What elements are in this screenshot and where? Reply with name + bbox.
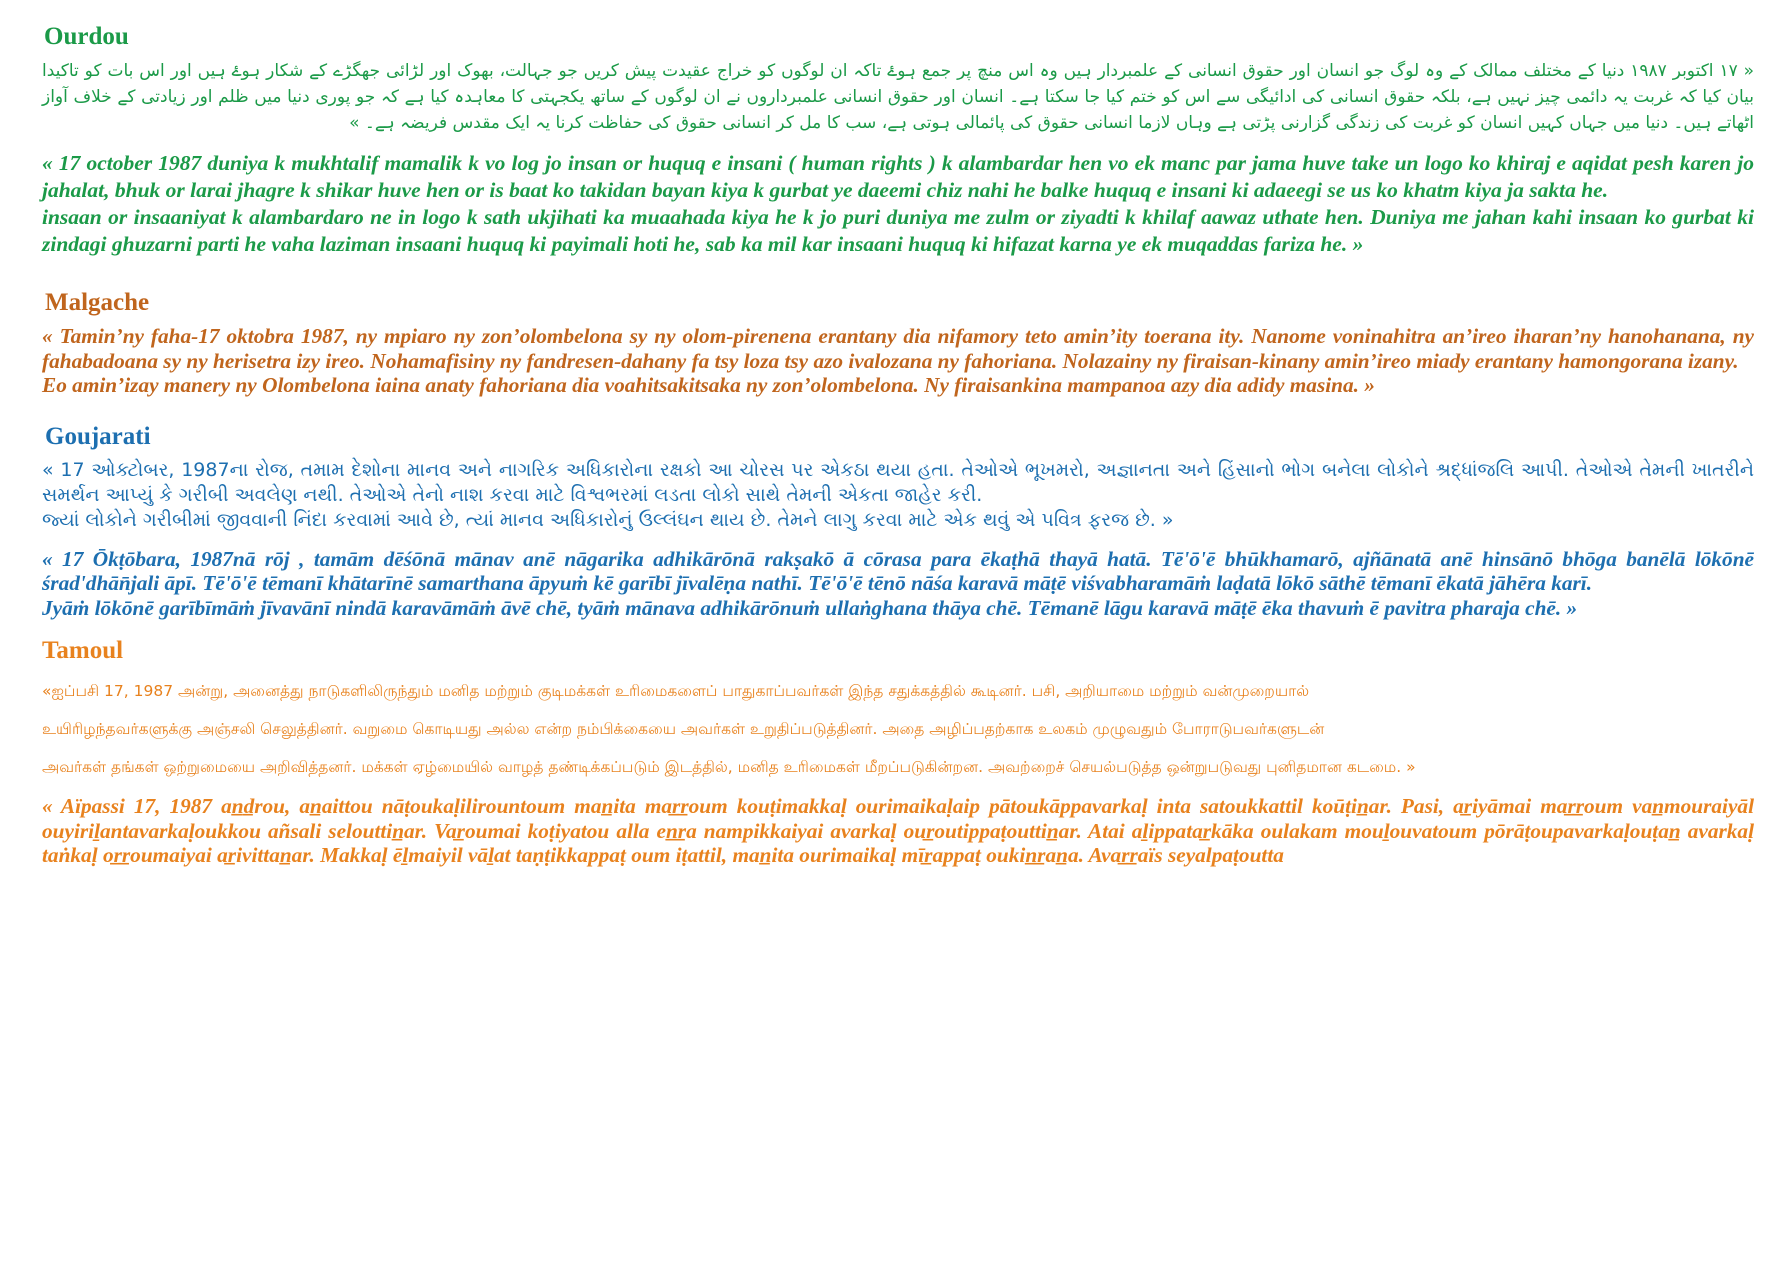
section-tamoul xyxy=(42,634,1754,868)
document-page xyxy=(42,20,1754,868)
section-ourdou xyxy=(42,20,1754,258)
section-title-goujarati: Goujarati xyxy=(45,422,151,450)
gujarati-translit-paragraph-1: « 17 Ōkṭōbara, 1987nā rōj , tamām dēśōnā mānav anē nāgarika adhikārōnā rakṣakō ā cōrasa para ēkaṭhā thayā hatā. Tē'ō'ē bhūkhamarō, ajñānatā anē hinsānō bhōga banēlā lōkōnē śrad'dhān̄jali āpī. Tē'ō'ē tēmanī khātarīnē samarthana āpyuṁ kē garībī jīvalēṇa nathī. Tē'ō'ē tēnō nāśa karavā māṭē viśvabharamāṁ laḍatā lōkō sāthē tēmanī ēkatā jāhēra karī. xyxy=(42,546,1754,595)
section-title-malgache: Malgache xyxy=(45,289,150,316)
tamil-transliteration xyxy=(42,794,1754,868)
gujarati-native-paragraph-1: « 17 ઓક્ટોબર, 1987ના રોજ, તમામ દેશોના માનવ અને નાગરિક અધિકારોના રક્ષકો આ ચોરસ પર એકઠા થયા હતા. તેઓએ ભૂખમરો, અજ્ઞાનતા અને હિંસાનો ભોગ બનેલા લોકોને શ્રદ્ધાંજલિ આપી. તેઓએ તેમની ખાતરીને સમર્થન આપ્યું કે ગરીબી અવલેણ નથી. તેઓએ તેનો નાશ કરવા માટે વિશ્વભરમાં લડતા લોકો સાથે તેમની એકતા જાહેર કરી. xyxy=(42,458,1754,506)
section-malgache xyxy=(42,286,1754,398)
tamil-native-line-3: அவர்கள் தங்கள் ஒற்றுமையை அறிவித்தனர். மக்கள் ஏழ்மையில் வாழத் தண்டிக்கப்படும் இடத்தில், மனித உரிமைகள் மீறப்படுகின்றன. அவற்றைச் செயல்படுத்த ஒன்றுபடுவது புனிதமான கடமை. » xyxy=(42,758,1416,776)
tamil-translit-paragraph-1: « Aïpassi 17, 1987 an̲d̲rou, an̲aittou nāṭoukaḷilirountoum man̲ita mar̲r̲oum kouṭimakkaḷ ourimaikaḷaip pātoukāppavarkaḷ inta satoukkattil koūṭin̲ar. Pasi, ar̲iyāmai mar̲r̲oum van̲mouraiyāl ouyiriḻantavarkaḷoukkou añsali selouttin̲ar. Var̲oumai koṭiyatou alla en̲r̲a nampikkaiyai avarkaḷ our̲outippaṭouttin̲ar. Atai aḻippatar̲kāka oulakam mouḻouvatoum pōrāṭoupavarkaḷouṭan̲ avarkaḷ taṅkaḷ or̲r̲oumaiyai ar̲ivittan̲ar. Makkaḷ ēḻmaiyil vāḻat taṇṭikkappaṭ oum iṭattil, man̲ita ourimaikaḷ mīr̲appaṭ oukin̲r̲an̲a. Avar̲r̲aïs seyalpaṭoutta xyxy=(42,794,1754,867)
section-goujarati xyxy=(42,420,1754,621)
malagasy-text xyxy=(42,324,1754,398)
gujarati-translit-paragraph-2: Jyāṁ lōkōnē garībīmāṁ jīvavānī nindā karavāmāṁ āvē chē, tyāṁ mānava adhikārōnuṁ ullaṅghana thāya chē. Tēmanē lāgu karavā māṭē ēka thavuṁ ē pavitra pharaja chē. » xyxy=(42,595,1578,620)
gujarati-native-paragraph-2: જ્યાં લોકોને ગરીબીમાં જીવવાની નિંદા કરવામાં આવે છે, ત્યાં માનવ અધિકારોનું ઉલ્લંઘન થાય છે. તેમને લાગુ કરવા માટે એક થવું એ પવિત્ર ફરજ છે. » xyxy=(42,508,1174,531)
urdu-translit-paragraph-1: « 17 october 1987 duniya k mukhtalif mamalik k vo log jo insan or huquq e insani ( human rights ) k alambardar hen vo ek manc par jama huve take un logo ko khiraj e aqidat pesh karen jo jahalat, bhuk or larai jhagre k shikar huve hen or is baat ko takidan bayan kiya k gurbat ye daeemi chiz nahi he balke huquq e insani ki adaeegi se us ko khatm kiya ja sakta he. xyxy=(42,151,1754,202)
gujarati-transliteration xyxy=(42,547,1754,621)
tamil-native-text xyxy=(42,672,1754,786)
urdu-transliteration xyxy=(42,150,1754,258)
urdu-native-text: « ۱۷ اکتوبر ۱۹۸۷ دنیا کے مختلف ممالک کے وہ لوگ جو انسان اور حقوق انسانی کے علمبردار ہیں وہ اس منچ پر جمع ہوۓ تاکہ ان لوگوں کو خراج عقیدت پیش کریں جو جہالت، بھوک اور لڑائی جھگڑے کے شکار ہوۓ ہیں اور اس بات کو تاکیدا بیان کیا کہ غربت یہ دائمی چیز نہیں ہے، بلکہ حقوق انسانی کی ادائیگی سے اس کو ختم کیا جا سکتا ہے۔ انسان اور حقوق انسانی علمبرداروں نے ان لوگوں کے ساتھ یکجہتی کا معاہدہ کیا ہے کہ جو پوری دنیا میں ظلم اور زیادتی کے خلاف آواز اٹھاتے ہیں۔ دنیا میں جہاں کہیں انسان کو غربت کی زندگی گزارنی پڑتی ہے وہاں لازما انسانی حقوق کی پائمالی ہوتی ہے، سب کا مل کر انسانی حقوق کی حفاظت کرنا یہ ایک مقدس فریضہ ہے۔ » xyxy=(42,61,1754,133)
malagasy-paragraph-1: « Tamin’ny faha-17 oktobra 1987, ny mpiaro ny zon’olombelona sy ny olom-pirenena erantany dia nifamory teto amin’ity toerana ity. Nanome voninahitra an’ireo iharan’ny hanohanana, ny fahabadoana sy ny herisetra izy ireo. Nohamafisiny ny fandresen-dahany fa tsy loza tsy azo ivalozana ny fahoriana. Nolazainy ny firaisan-kinany amin’ireo miady erantany hamongorana izany. xyxy=(42,324,1754,373)
malagasy-paragraph-2: Eo amin’izay manery ny Olombelona iaina anaty fahoriana dia voahitsakitsaka ny zon’olombelona. Ny firaisankina mampanoa azy dia adidy masina. » xyxy=(42,373,1375,397)
tamil-native-line-1: «ஐப்பசி 17, 1987 அன்று, அனைத்து நாடுகளிலிருந்தும் மனித மற்றும் குடிமக்கள் உரிமைகளைப் பாதுகாப்பவர்கள் இந்த சதுக்கத்தில் கூடினர். பசி, அறியாமை மற்றும் வன்முறையால் xyxy=(42,682,1310,700)
section-title-ourdou: Ourdou xyxy=(44,23,129,50)
tamil-native-line-2: உயிரிழந்தவர்களுக்கு அஞ்சலி செலுத்தினர். வறுமை கொடியது அல்ல என்ற நம்பிக்கையை அவர்கள் உறுதிப்படுத்தினர். அதை அழிப்பதற்காக உலகம் முழுவதும் போராடுபவர்களுடன் xyxy=(42,720,1325,738)
gujarati-native-text xyxy=(42,458,1754,533)
section-title-tamoul: Tamoul xyxy=(42,637,124,664)
urdu-translit-paragraph-2: insaan or insaaniyat k alambardaro ne in logo k sath ukjihati ka muaahada kiya he k jo puri duniya me zulm or ziyadti k khilaf aawaz uthate hen. Duniya me jahan kahi insaan ko gurbat ki zindagi ghuzarni parti he vaha laziman insaani huquq ki payimali hoti he, sab ka mil kar insaani huquq ki hifazat karna ye ek muqaddas fariza he. » xyxy=(42,205,1754,256)
